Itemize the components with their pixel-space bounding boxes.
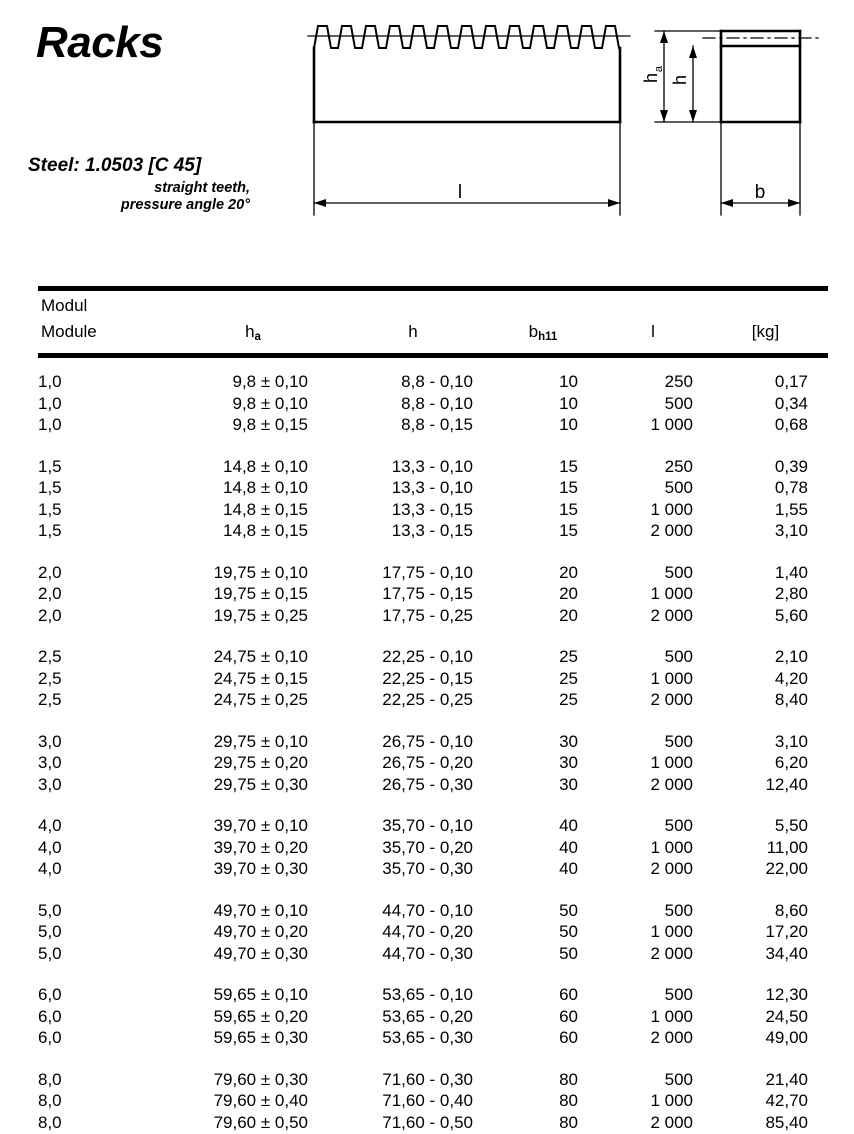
table-row[interactable] bbox=[38, 394, 828, 416]
cell-weight: 2,80 bbox=[774, 584, 808, 603]
arrowhead-ha-bottom bbox=[660, 110, 668, 122]
cell-total-height: 26,75 - 0,10 bbox=[382, 731, 473, 751]
cell-module: 4,0 bbox=[38, 816, 62, 835]
spec-pressure-angle: pressure angle 20° bbox=[120, 197, 250, 213]
cell-weight: 34,40 bbox=[765, 943, 808, 963]
cell-addendum-height: 59,65 ± 0,30 bbox=[213, 1028, 308, 1047]
cell-width: 25 bbox=[559, 668, 578, 688]
spec-tooth-type: straight teeth, bbox=[154, 180, 250, 196]
cell-width: 10 bbox=[559, 372, 578, 391]
header-h: h bbox=[408, 322, 418, 341]
cell-width: 10 bbox=[559, 415, 578, 434]
cell-length: 500 bbox=[664, 393, 693, 413]
label-length: l bbox=[457, 182, 463, 203]
cell-weight: 2,10 bbox=[774, 647, 808, 666]
table-row[interactable] bbox=[38, 753, 828, 775]
label-height-total: h bbox=[670, 74, 690, 86]
tooth-profile bbox=[314, 26, 619, 48]
cell-module: 1,5 bbox=[38, 521, 62, 540]
cell-total-height: 53,65 - 0,10 bbox=[382, 985, 473, 1004]
cell-total-height: 53,65 - 0,30 bbox=[382, 1028, 473, 1047]
cell-total-height: 26,75 - 0,20 bbox=[382, 753, 473, 772]
cell-addendum-height: 14,8 ± 0,10 bbox=[223, 456, 308, 476]
table-row[interactable] bbox=[38, 816, 828, 838]
cell-width: 15 bbox=[559, 521, 578, 540]
cell-module: 6,0 bbox=[38, 1028, 62, 1047]
cell-addendum-height: 19,75 ± 0,10 bbox=[213, 562, 308, 582]
cell-module: 1,0 bbox=[38, 415, 62, 434]
cell-width: 15 bbox=[559, 499, 578, 519]
table-row[interactable] bbox=[38, 859, 828, 881]
cell-length: 2 000 bbox=[650, 1028, 693, 1047]
cell-total-height: 17,75 - 0,25 bbox=[382, 605, 473, 625]
cell-length: 2 000 bbox=[650, 859, 693, 878]
cell-module: 2,0 bbox=[38, 584, 62, 603]
cell-addendum-height: 39,70 ± 0,30 bbox=[213, 859, 308, 878]
table-row[interactable] bbox=[38, 690, 828, 712]
cell-length: 2 000 bbox=[650, 943, 693, 963]
cell-module: 8,0 bbox=[38, 1091, 62, 1110]
header-l: l bbox=[651, 322, 655, 341]
header-module-en: Module bbox=[41, 322, 97, 341]
cell-length: 250 bbox=[664, 456, 693, 476]
arrowhead-length-right bbox=[608, 199, 620, 207]
cell-addendum-height: 9,8 ± 0,10 bbox=[232, 372, 308, 391]
module-group bbox=[38, 647, 828, 712]
cell-addendum-height: 14,8 ± 0,10 bbox=[223, 478, 308, 497]
cell-width: 40 bbox=[559, 816, 578, 835]
cell-total-height: 17,75 - 0,15 bbox=[382, 584, 473, 603]
header-module-de: Modul bbox=[41, 296, 88, 315]
cell-width: 60 bbox=[559, 1028, 578, 1047]
cell-weight: 49,00 bbox=[765, 1028, 808, 1047]
cell-length: 2 000 bbox=[650, 605, 693, 625]
table-header-row bbox=[38, 291, 828, 353]
cell-addendum-height: 29,75 ± 0,10 bbox=[213, 731, 308, 751]
cell-width: 80 bbox=[559, 1069, 578, 1089]
cell-weight: 5,50 bbox=[774, 816, 808, 835]
table-row[interactable] bbox=[38, 1070, 828, 1092]
cell-weight: 42,70 bbox=[765, 1091, 808, 1110]
cell-width: 25 bbox=[559, 647, 578, 666]
cell-addendum-height: 39,70 ± 0,10 bbox=[213, 816, 308, 835]
cell-width: 15 bbox=[559, 456, 578, 476]
table-row[interactable] bbox=[38, 922, 828, 944]
cell-total-height: 44,70 - 0,20 bbox=[382, 922, 473, 941]
cell-length: 2 000 bbox=[650, 521, 693, 540]
cell-module: 2,5 bbox=[38, 647, 62, 666]
cell-total-height: 71,60 - 0,30 bbox=[382, 1069, 473, 1089]
cell-total-height: 71,60 - 0,50 bbox=[382, 1112, 473, 1132]
cell-total-height: 53,65 - 0,20 bbox=[382, 1006, 473, 1026]
cell-width: 20 bbox=[559, 584, 578, 603]
cell-addendum-height: 14,8 ± 0,15 bbox=[223, 499, 308, 519]
arrowhead-h-top bbox=[689, 46, 697, 58]
arrowhead-h-bottom bbox=[689, 110, 697, 122]
cell-length: 1 000 bbox=[650, 837, 693, 857]
table-row[interactable] bbox=[38, 457, 828, 479]
table-row[interactable] bbox=[38, 521, 828, 543]
cell-weight: 0,34 bbox=[774, 393, 808, 413]
table-row[interactable] bbox=[38, 478, 828, 500]
cell-total-height: 8,8 - 0,15 bbox=[401, 415, 473, 434]
cell-length: 500 bbox=[664, 562, 693, 582]
table-row[interactable] bbox=[38, 1028, 828, 1050]
cell-width: 20 bbox=[559, 605, 578, 625]
cell-width: 50 bbox=[559, 943, 578, 963]
cell-length: 1 000 bbox=[650, 1006, 693, 1026]
cell-weight: 4,20 bbox=[774, 668, 808, 688]
cell-addendum-height: 59,65 ± 0,20 bbox=[213, 1006, 308, 1026]
cell-addendum-height: 9,8 ± 0,10 bbox=[232, 393, 308, 413]
cell-module: 1,0 bbox=[38, 372, 62, 391]
table-row[interactable] bbox=[38, 1091, 828, 1113]
cell-width: 50 bbox=[559, 900, 578, 920]
cell-length: 1 000 bbox=[650, 668, 693, 688]
cell-module: 5,0 bbox=[38, 943, 62, 963]
cell-weight: 8,60 bbox=[774, 900, 808, 920]
table-row[interactable] bbox=[38, 944, 828, 966]
cell-total-height: 22,25 - 0,25 bbox=[382, 690, 473, 709]
cell-length: 2 000 bbox=[650, 1112, 693, 1132]
cell-length: 500 bbox=[664, 985, 693, 1004]
header-weight: [kg] bbox=[751, 322, 780, 341]
module-group bbox=[38, 732, 828, 797]
cell-addendum-height: 24,75 ± 0,15 bbox=[213, 668, 308, 688]
cell-width: 60 bbox=[559, 985, 578, 1004]
cell-length: 1 000 bbox=[650, 584, 693, 603]
cell-total-height: 35,70 - 0,20 bbox=[382, 837, 473, 857]
table-row[interactable] bbox=[38, 606, 828, 628]
cell-total-height: 71,60 - 0,40 bbox=[382, 1091, 473, 1110]
cell-total-height: 8,8 - 0,10 bbox=[401, 372, 473, 391]
cell-total-height: 22,25 - 0,10 bbox=[382, 647, 473, 666]
cell-weight: 0,17 bbox=[774, 372, 808, 391]
cell-width: 80 bbox=[559, 1091, 578, 1110]
header-b-base: b bbox=[528, 322, 539, 341]
cell-weight: 3,10 bbox=[774, 521, 808, 540]
cell-weight: 11,00 bbox=[766, 837, 808, 857]
cell-length: 1 000 bbox=[650, 753, 693, 772]
table-row[interactable] bbox=[38, 985, 828, 1007]
table-row[interactable] bbox=[38, 372, 828, 394]
cell-addendum-height: 14,8 ± 0,15 bbox=[223, 521, 308, 540]
cell-total-height: 22,25 - 0,15 bbox=[382, 668, 473, 688]
cell-weight: 5,60 bbox=[774, 605, 808, 625]
cell-length: 500 bbox=[664, 478, 693, 497]
cell-total-height: 35,70 - 0,30 bbox=[382, 859, 473, 878]
cell-addendum-height: 9,8 ± 0,15 bbox=[232, 415, 308, 434]
cell-weight: 12,40 bbox=[765, 774, 808, 794]
cell-module: 5,0 bbox=[38, 900, 62, 920]
cell-module: 8,0 bbox=[38, 1112, 62, 1132]
table-body bbox=[38, 358, 828, 1134]
table-row[interactable] bbox=[38, 563, 828, 585]
header-ha bbox=[178, 322, 328, 342]
cell-weight: 85,40 bbox=[765, 1112, 808, 1132]
cell-length: 500 bbox=[664, 900, 693, 920]
cell-module: 2,0 bbox=[38, 605, 62, 625]
cell-width: 30 bbox=[559, 731, 578, 751]
cell-total-height: 13,3 - 0,15 bbox=[391, 521, 473, 540]
cell-total-height: 26,75 - 0,30 bbox=[382, 774, 473, 794]
cell-total-height: 13,3 - 0,10 bbox=[391, 456, 473, 476]
cell-module: 6,0 bbox=[38, 985, 62, 1004]
cell-weight: 1,55 bbox=[774, 499, 808, 519]
table-row[interactable] bbox=[38, 775, 828, 797]
cell-width: 25 bbox=[559, 690, 578, 709]
cell-width: 30 bbox=[559, 774, 578, 794]
module-group bbox=[38, 372, 828, 437]
cell-length: 500 bbox=[664, 647, 693, 666]
table-row[interactable] bbox=[38, 584, 828, 606]
label-height-addendum-subscript: a bbox=[653, 65, 665, 73]
cell-total-height: 17,75 - 0,10 bbox=[382, 562, 473, 582]
cell-weight: 0,39 bbox=[774, 456, 808, 476]
cell-module: 2,5 bbox=[38, 690, 62, 709]
cell-addendum-height: 49,70 ± 0,20 bbox=[213, 922, 308, 941]
cell-addendum-height: 49,70 ± 0,10 bbox=[213, 900, 308, 920]
module-group bbox=[38, 985, 828, 1050]
cell-module: 1,5 bbox=[38, 456, 62, 476]
cell-weight: 0,78 bbox=[774, 478, 808, 497]
rack-drawing-svg bbox=[300, 0, 854, 240]
cell-width: 30 bbox=[559, 753, 578, 772]
table-row[interactable] bbox=[38, 415, 828, 437]
cell-weight: 0,68 bbox=[774, 415, 808, 434]
cell-length: 2 000 bbox=[650, 774, 693, 794]
cell-total-height: 8,8 - 0,10 bbox=[401, 393, 473, 413]
technical-drawing bbox=[300, 0, 854, 240]
cell-module: 6,0 bbox=[38, 1006, 62, 1026]
cell-addendum-height: 29,75 ± 0,20 bbox=[213, 753, 308, 772]
table-row[interactable] bbox=[38, 1113, 828, 1134]
table-row[interactable] bbox=[38, 669, 828, 691]
cell-weight: 1,40 bbox=[774, 562, 808, 582]
table-row[interactable] bbox=[38, 647, 828, 669]
header-b-subscript: h11 bbox=[538, 331, 558, 343]
table-row[interactable] bbox=[38, 838, 828, 860]
arrowhead-width-left bbox=[721, 199, 733, 207]
title-block bbox=[0, 0, 300, 240]
cell-width: 40 bbox=[559, 859, 578, 878]
label-width: b bbox=[754, 182, 766, 203]
header-ha-subscript: a bbox=[254, 331, 261, 343]
arrowhead-length-left bbox=[314, 199, 326, 207]
header-b bbox=[488, 322, 598, 342]
module-group bbox=[38, 457, 828, 543]
module-group bbox=[38, 901, 828, 966]
cell-length: 1 000 bbox=[650, 922, 693, 941]
module-group bbox=[38, 1070, 828, 1134]
cell-weight: 24,50 bbox=[765, 1006, 808, 1026]
module-group bbox=[38, 816, 828, 881]
cell-weight: 3,10 bbox=[774, 731, 808, 751]
cell-width: 80 bbox=[559, 1112, 578, 1132]
cell-module: 4,0 bbox=[38, 859, 62, 878]
cell-addendum-height: 79,60 ± 0,50 bbox=[213, 1112, 308, 1132]
cell-module: 3,0 bbox=[38, 731, 62, 751]
label-height-total-group bbox=[670, 75, 690, 85]
cell-addendum-height: 79,60 ± 0,30 bbox=[213, 1069, 308, 1089]
cell-total-height: 44,70 - 0,10 bbox=[382, 900, 473, 920]
table-row[interactable] bbox=[38, 500, 828, 522]
cell-module: 2,5 bbox=[38, 668, 62, 688]
module-group bbox=[38, 563, 828, 628]
table-row[interactable] bbox=[38, 1007, 828, 1029]
header-ha-base: h bbox=[245, 322, 255, 341]
cell-addendum-height: 24,75 ± 0,25 bbox=[213, 690, 308, 709]
arrowhead-width-right bbox=[788, 199, 800, 207]
cell-addendum-height: 19,75 ± 0,25 bbox=[213, 605, 308, 625]
cell-length: 2 000 bbox=[650, 690, 693, 709]
cell-module: 3,0 bbox=[38, 774, 62, 794]
cell-width: 40 bbox=[559, 837, 578, 857]
cell-addendum-height: 49,70 ± 0,30 bbox=[213, 943, 308, 963]
cell-total-height: 13,3 - 0,15 bbox=[391, 499, 473, 519]
table-row[interactable] bbox=[38, 732, 828, 754]
cell-length: 250 bbox=[664, 372, 693, 391]
cell-weight: 8,40 bbox=[774, 690, 808, 709]
cell-module: 4,0 bbox=[38, 837, 62, 857]
cell-width: 10 bbox=[559, 393, 578, 413]
cell-length: 1 000 bbox=[650, 415, 693, 434]
cell-length: 1 000 bbox=[650, 1091, 693, 1110]
table-row[interactable] bbox=[38, 901, 828, 923]
cell-weight: 12,30 bbox=[765, 985, 808, 1004]
specification-notes bbox=[28, 180, 250, 214]
material-designation: Steel: 1.0503 [C 45] bbox=[28, 155, 202, 176]
cell-weight: 6,20 bbox=[774, 753, 808, 772]
cell-addendum-height: 29,75 ± 0,30 bbox=[213, 774, 308, 794]
cell-module: 2,0 bbox=[38, 562, 62, 582]
cell-weight: 21,40 bbox=[765, 1069, 808, 1089]
page-title: Racks bbox=[36, 18, 164, 67]
cell-length: 500 bbox=[664, 816, 693, 835]
cell-length: 1 000 bbox=[650, 499, 693, 519]
cell-total-height: 35,70 - 0,10 bbox=[382, 816, 473, 835]
cell-weight: 17,20 bbox=[765, 922, 808, 941]
specification-table bbox=[38, 286, 828, 1134]
cell-addendum-height: 59,65 ± 0,10 bbox=[213, 985, 308, 1004]
cell-addendum-height: 39,70 ± 0,20 bbox=[213, 837, 308, 857]
cell-module: 3,0 bbox=[38, 753, 62, 772]
cell-total-height: 44,70 - 0,30 bbox=[382, 943, 473, 963]
cell-addendum-height: 24,75 ± 0,10 bbox=[213, 647, 308, 666]
cell-module: 1,5 bbox=[38, 499, 62, 519]
cell-width: 15 bbox=[559, 478, 578, 497]
cell-module: 8,0 bbox=[38, 1069, 62, 1089]
cell-width: 60 bbox=[559, 1006, 578, 1026]
label-height-addendum: h bbox=[641, 72, 661, 84]
cell-length: 500 bbox=[664, 1069, 693, 1089]
cell-weight: 22,00 bbox=[765, 859, 808, 878]
cell-total-height: 13,3 - 0,10 bbox=[391, 478, 473, 497]
cell-module: 5,0 bbox=[38, 922, 62, 941]
label-height-addendum-group bbox=[641, 65, 665, 83]
cell-width: 50 bbox=[559, 922, 578, 941]
cell-addendum-height: 19,75 ± 0,15 bbox=[213, 584, 308, 603]
cell-addendum-height: 79,60 ± 0,40 bbox=[213, 1091, 308, 1110]
cell-length: 500 bbox=[664, 731, 693, 751]
arrowhead-ha-top bbox=[660, 31, 668, 43]
cell-module: 1,5 bbox=[38, 478, 62, 497]
cell-module: 1,0 bbox=[38, 393, 62, 413]
cell-width: 20 bbox=[559, 562, 578, 582]
